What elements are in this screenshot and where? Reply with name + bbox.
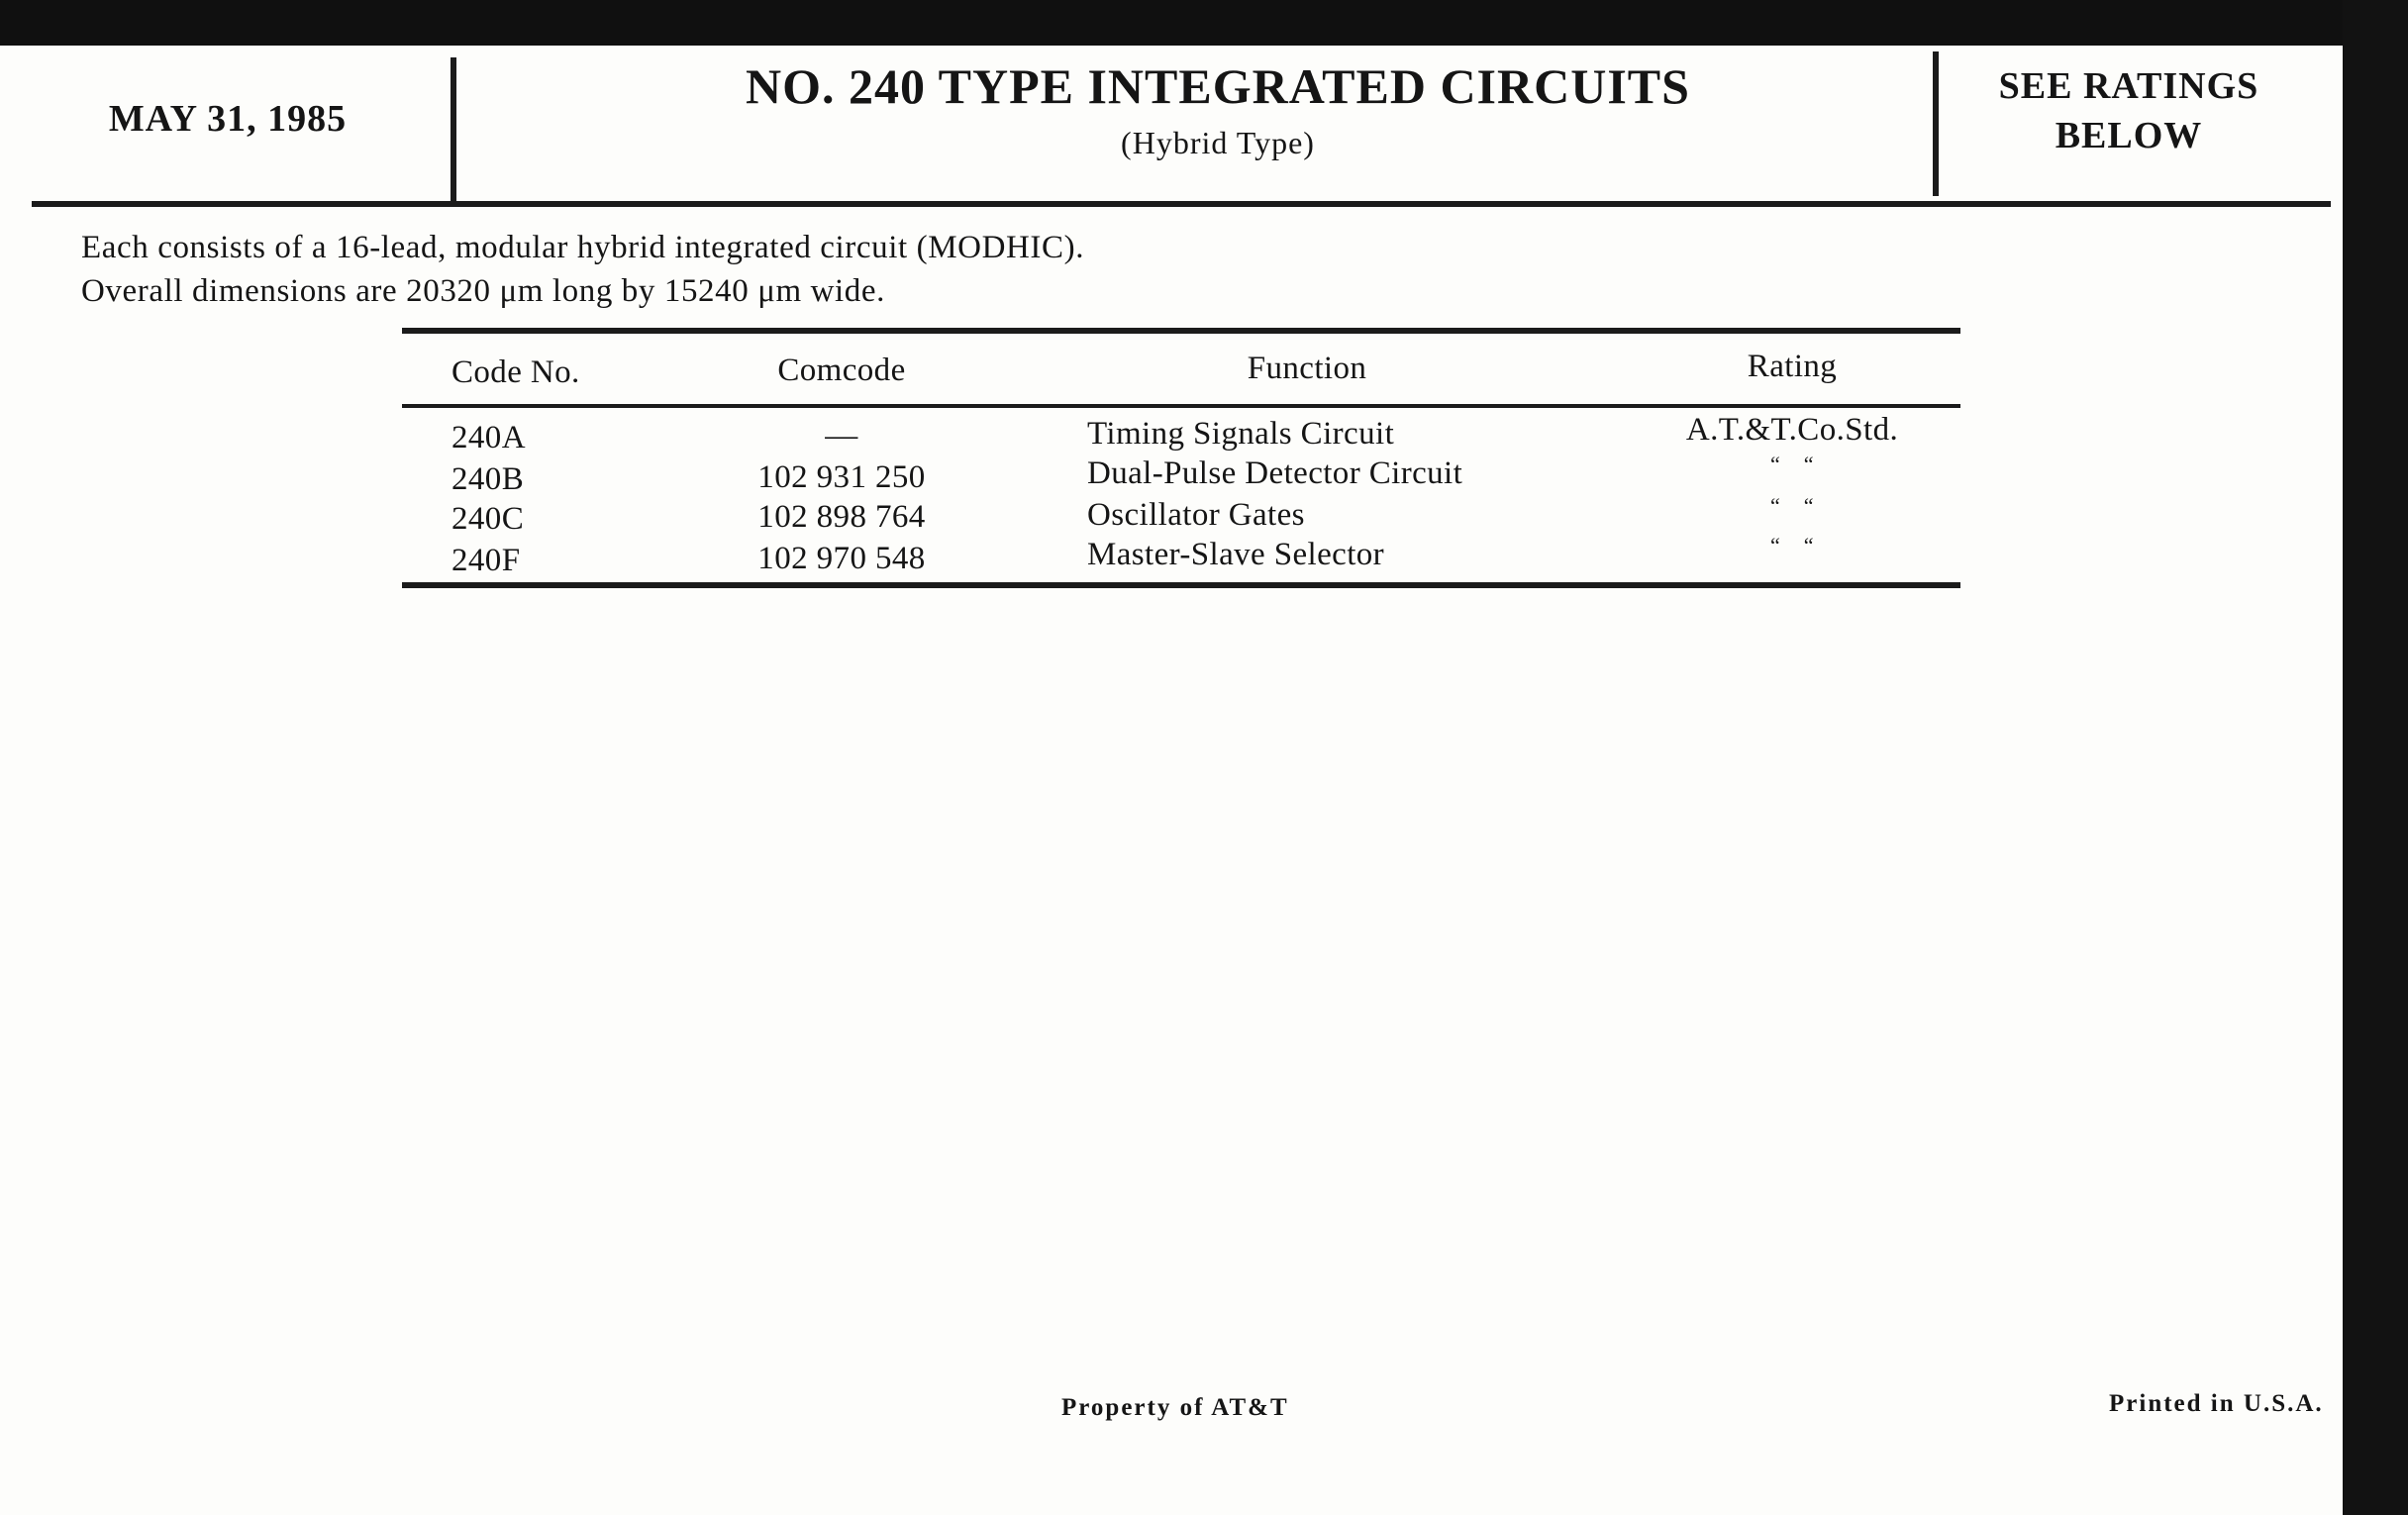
cell-rating: “ “ — [1770, 452, 1814, 476]
cell-rating: “ “ — [1770, 533, 1814, 557]
cell-rating: A.T.&T.Co.Std. — [1685, 412, 1899, 448]
cell-function: Master-Slave Selector — [1087, 537, 1385, 572]
column-header-comcode: Comcode — [777, 353, 906, 388]
cell-code: 240F — [452, 543, 521, 578]
cell-function: Timing Signals Circuit — [1087, 416, 1395, 452]
header-bottom-rule — [32, 201, 2331, 207]
table-top-rule — [402, 328, 1960, 334]
cell-code: 240B — [452, 461, 525, 497]
page-subtitle: (Hybrid Type) — [1121, 125, 1315, 160]
property-notice: Property of AT&T — [1061, 1394, 1289, 1421]
printed-notice: Printed in U.S.A. — [2109, 1390, 2324, 1417]
column-header-rating: Rating — [1747, 349, 1838, 384]
see-ratings-note — [1941, 61, 2317, 160]
scan-border-right — [2343, 0, 2408, 1515]
column-header-code: Code No. — [452, 354, 580, 390]
cell-code: 240C — [452, 501, 525, 537]
intro-line-2: Overall dimensions are 20320 μm long by 15240 μm wide. — [81, 273, 886, 309]
cell-code: 240A — [452, 420, 526, 455]
scan-border-top — [0, 0, 2408, 46]
cell-function: Oscillator Gates — [1087, 497, 1305, 533]
document-date: MAY 31, 1985 — [108, 98, 348, 140]
cell-comcode: 102 898 764 — [757, 499, 926, 535]
intro-text — [81, 226, 1084, 313]
table-bottom-rule — [402, 582, 1960, 588]
cell-comcode: — — [825, 418, 858, 454]
column-header-function: Function — [1247, 351, 1367, 386]
cell-comcode: 102 931 250 — [757, 459, 926, 495]
cell-comcode: 102 970 548 — [757, 541, 926, 576]
see-ratings-line2: BELOW — [2055, 115, 2203, 156]
intro-line-1: Each consists of a 16-lead, modular hybrid integrated circuit (MODHIC). — [81, 230, 1085, 265]
page-title: NO. 240 TYPE INTEGRATED CIRCUITS — [746, 58, 1690, 114]
cell-rating: “ “ — [1770, 493, 1814, 518]
table-header-rule — [402, 404, 1960, 408]
cell-function: Dual-Pulse Detector Circuit — [1087, 455, 1463, 491]
see-ratings-line1: SEE RATINGS — [1998, 65, 2259, 107]
